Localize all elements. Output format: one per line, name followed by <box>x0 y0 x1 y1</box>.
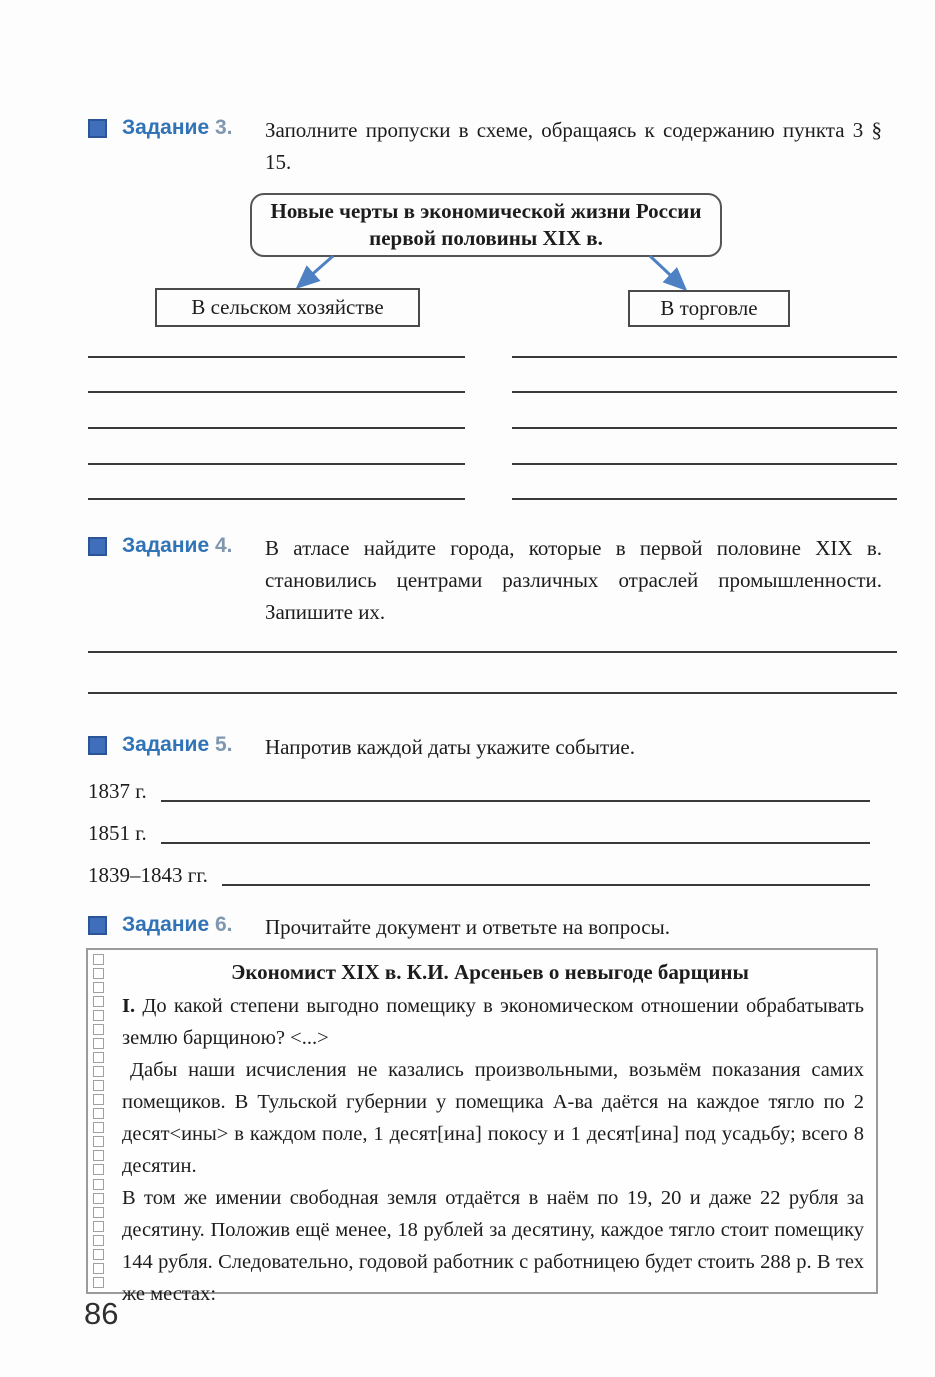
answer-line <box>512 356 897 358</box>
task5-label-name: Задание <box>122 733 210 756</box>
date-label: 1837 г. <box>88 779 147 803</box>
task-bullet-icon <box>88 537 107 556</box>
answer-line <box>88 651 897 653</box>
task4-label <box>122 532 265 560</box>
answer-line <box>88 391 465 393</box>
task4-label-number: 4. <box>214 534 233 557</box>
arrow-down-left-icon <box>299 256 333 286</box>
answer-line <box>88 427 465 429</box>
page-number: 86 <box>84 1296 119 1331</box>
date-row <box>88 862 870 888</box>
document-paragraph <box>122 990 864 1054</box>
task3-header <box>88 114 882 178</box>
document-paragraph <box>122 1054 864 1182</box>
task-bullet-icon <box>88 119 107 138</box>
answer-line <box>512 498 897 500</box>
document-border-squares <box>93 954 106 1288</box>
task6-instruction: Прочитайте документ и ответьте на вопросы. <box>265 915 670 939</box>
task3-label-name: Задание <box>122 116 210 139</box>
answer-line <box>512 427 897 429</box>
scheme-right-box: В торговле <box>628 290 790 327</box>
answer-line <box>161 800 870 802</box>
document-panel <box>86 948 878 1305</box>
task6-label-number: 6. <box>214 913 233 936</box>
date-label: 1839–1843 гг. <box>88 863 208 887</box>
paragraph-text: До какой степени выгодно помещику в экономическом отношении обрабатывать землю барщиною? <...> <box>122 995 865 1049</box>
date-label: 1851 г. <box>88 821 147 845</box>
paragraph-lead: I. <box>122 995 136 1017</box>
task-bullet-icon <box>88 736 107 755</box>
scheme-left-box: В сельском хозяйстве <box>155 288 420 327</box>
task4-header <box>88 532 882 628</box>
document-title: Экономист XIX в. К.И. Арсеньев о невыгоде барщины <box>231 960 749 984</box>
task3-label-number: 3. <box>214 116 233 139</box>
answer-line <box>512 391 897 393</box>
answer-line <box>88 356 465 358</box>
answer-line <box>88 498 465 500</box>
task-bullet-icon <box>88 916 107 935</box>
date-row <box>88 778 870 804</box>
task5-label <box>122 731 265 759</box>
scheme-root-box: Новые черты в экономической жизни России первой половины XIX в. <box>250 193 722 257</box>
date-row <box>88 820 870 846</box>
task6-label-name: Задание <box>122 913 210 936</box>
paragraph-text: В том же имении свободная земля отдаётся в наём по 19, 20 и даже 22 рубля за десятину. Положив ещё менее, 18 рублей за десятину, каждое тягло стоит помещику 144 рубля. Следовательно, годовой работник с работницею будет стоить 288 р. В тех же местах: <box>122 1187 864 1305</box>
task5-label-number: 5. <box>214 733 233 756</box>
task3-instruction: Заполните пропуски в схеме, обращаясь к содержанию пункта 3 § 15. <box>265 118 882 174</box>
answer-line <box>512 463 897 465</box>
answer-line <box>88 463 465 465</box>
document-paragraph <box>122 1182 864 1310</box>
task4-instruction: В атласе найдите города, которые в первой половине XIX в. становились центрами различных отраслей промышленности. Запишите их. <box>265 536 882 624</box>
task4-label-name: Задание <box>122 534 210 557</box>
task6-header <box>88 911 882 943</box>
answer-line <box>222 884 870 886</box>
answer-line <box>88 692 897 694</box>
paragraph-text: Дабы наши исчисления не казались произвольными, возьмём показания самих помещиков. В Тульской губернии у помещика А-ва даётся на каждое тягло по 2 десят<ины> в каждом поле, 1 десят[ина] покосу и 1 десят[ина] под усадьбу; всего 8 десятин. <box>122 1059 864 1177</box>
task6-label <box>122 911 265 939</box>
task3-label <box>122 114 265 142</box>
arrow-down-right-icon <box>650 256 684 288</box>
task5-header <box>88 731 882 763</box>
task5-instruction: Напротив каждой даты укажите событие. <box>265 735 635 759</box>
answer-line <box>161 842 870 844</box>
document-body <box>122 990 864 1310</box>
